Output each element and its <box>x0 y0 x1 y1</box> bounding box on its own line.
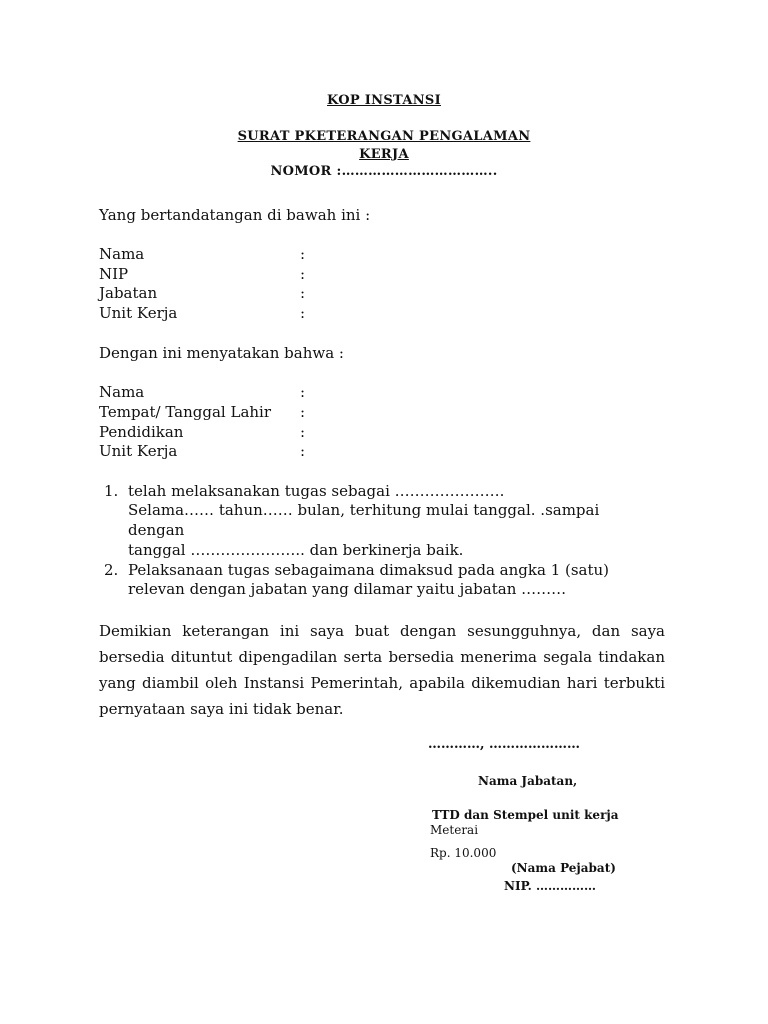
signer-position-label: Jabatan <box>99 284 158 302</box>
signer-nip-label: NIP <box>99 265 129 283</box>
official-name: (Nama Pejabat) <box>511 861 616 875</box>
signer-name-label: Nama <box>99 245 145 263</box>
closing-line: Demikian keterangan ini saya buat dengan sesungguhnya, dan saya <box>99 622 665 640</box>
point-line: relevan dengan jabatan yang dilamar yaitu jabatan ……… <box>128 580 567 598</box>
intro-text: Yang bertandatangan di bawah ini : <box>99 206 371 224</box>
meterai-label: Meterai <box>430 823 479 837</box>
closing-line: yang diambil oleh Instansi Pemerintah, apabila dikemudian hari terbukti <box>99 674 665 692</box>
point-line: telah melaksanakan tugas sebagai …………………. <box>128 482 505 500</box>
document-title-line2: KERJA <box>359 147 409 162</box>
signature-stamp-note: TTD dan Stempel unit kerja <box>432 808 619 822</box>
subject-birth-label: Tempat/ Tanggal Lahir <box>99 403 272 421</box>
closing-line: bersedia dituntut dipengadilan serta bersedia menerima segala tindakan <box>99 648 665 666</box>
document-number: NOMOR :…………………………….. <box>270 164 498 179</box>
point-line: dengan <box>128 521 185 539</box>
subject-name-label: Nama <box>99 383 145 401</box>
closing-line: pernyataan saya ini tidak benar. <box>99 700 344 718</box>
signer-unit-colon: : <box>300 304 306 322</box>
meterai-amount: Rp. 10.000 <box>430 846 497 860</box>
point-number: 2. <box>104 561 119 579</box>
place-date: …………, ………………… <box>428 737 581 752</box>
subject-name-colon: : <box>300 383 306 401</box>
statement-text: Dengan ini menyatakan bahwa : <box>99 344 344 362</box>
signer-position-title: Nama Jabatan, <box>478 774 578 788</box>
signer-unit-label: Unit Kerja <box>99 304 178 322</box>
subject-education-colon: : <box>300 423 306 441</box>
point-number: 1. <box>104 482 119 500</box>
subject-unit-label: Unit Kerja <box>99 442 178 460</box>
subject-education-label: Pendidikan <box>99 423 184 441</box>
point-line: Pelaksanaan tugas sebagaimana dimaksud pada angka 1 (satu) <box>128 561 610 579</box>
letterhead-title: KOP INSTANSI <box>327 93 441 108</box>
signer-nip-colon: : <box>300 265 306 283</box>
point-line: tanggal ………………….. dan berkinerja baik. <box>128 541 464 559</box>
official-nip: NIP. …………… <box>504 879 596 893</box>
signer-name-colon: : <box>300 245 306 263</box>
document-title-line1: SURAT PKETERANGAN PENGALAMAN <box>237 129 531 144</box>
point-line: Selama…… tahun…… bulan, terhitung mulai tanggal. .sampai <box>128 501 600 519</box>
signer-position-colon: : <box>300 284 306 302</box>
subject-birth-colon: : <box>300 403 306 421</box>
subject-unit-colon: : <box>300 442 306 460</box>
